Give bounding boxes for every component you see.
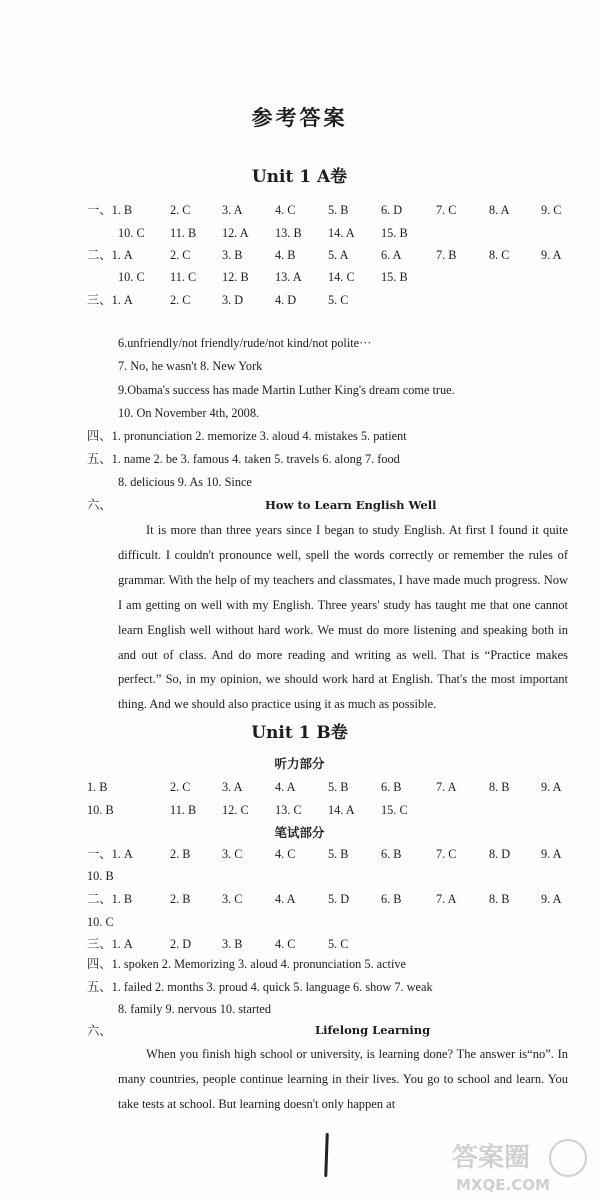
essay-paragraph: When you finish high school or university, is learning done? The answer is“no”. In many countries, people continue learning in their lives. You go to school and learn. You take tests at school. But learning doesn't only happen at (118, 1047, 568, 1111)
answer-cell: 7. A (436, 892, 457, 906)
answer-cell: 10. B (87, 869, 114, 883)
answer-cell: 2. D (170, 937, 192, 951)
answer-cell: 5. A (328, 248, 349, 262)
part-five-answers: 五、1. failed 2. months 3. proud 4. quick 5. language 6. show 7. weak (87, 980, 433, 994)
answer-cell: 6. B (381, 892, 402, 906)
answer-cell: 15. B (381, 226, 408, 240)
answer-cell: 14. A (328, 803, 355, 817)
essay-paragraph: It is more than three years since I began to study English. At first I found it quite difficult. I couldn't pronounce well, spell the words correctly or remember the rules of grammar. With the help of my teachers and classmates, I have made much progress. Now I am getting on well with my English. Three years' study has taught me that one cannot learn English well without hard work. We must do more listening and speaking both in and out of class. And do more reading and writing as well. That is “Practice makes perfect.” So, in my opinion, we should work hard at English. That's the most important thing. And we should also practice using it as much as possible. (118, 523, 568, 712)
answer-cell: 1. B (87, 780, 108, 794)
answer-cell: 2. C (170, 248, 191, 262)
answer-line: 7. No, he wasn't 8. New York (118, 359, 263, 373)
answer-line: 10. On November 4th, 2008. (118, 406, 260, 420)
answer-cell: 2. B (170, 892, 191, 906)
essay-body (118, 518, 568, 717)
answer-cell: 11. C (170, 270, 197, 284)
answer-cell: 3. A (222, 780, 243, 794)
scan-mark (324, 1133, 329, 1177)
part-six-label: 六、 (87, 498, 112, 512)
answer-cell: 9. C (541, 203, 562, 217)
answer-cell: 7. C (436, 203, 457, 217)
answer-cell: 5. D (328, 892, 350, 906)
answer-cell: 7. C (436, 847, 457, 861)
answer-cell: 3. C (222, 892, 243, 906)
answer-cell: 4. C (275, 937, 296, 951)
answer-cell: 2. C (170, 203, 191, 217)
answer-cell: 11. B (170, 803, 197, 817)
answer-cell: 8. B (489, 780, 510, 794)
essay-title: Lifelong Learning (315, 1023, 431, 1037)
answer-cell: 3. C (222, 847, 243, 861)
answer-cell: 4. A (275, 892, 296, 906)
answer-cell: 9. A (541, 780, 562, 794)
listening-section-label: 听力部分 (274, 756, 325, 771)
essay-body (118, 1042, 568, 1117)
answer-cell: 9. A (541, 248, 562, 262)
answer-cell: 4. A (275, 780, 296, 794)
answer-cell: 二、1. A (87, 248, 133, 262)
watermark-sub: MXQE.COM (456, 1176, 550, 1194)
answer-cell: 7. A (436, 780, 457, 794)
answer-cell: 6. B (381, 780, 402, 794)
answer-cell: 13. C (275, 803, 302, 817)
answer-cell: 8. A (489, 203, 510, 217)
answer-cell: 11. B (170, 226, 197, 240)
answer-cell: 12. C (222, 803, 249, 817)
answer-cell: 4. C (275, 203, 296, 217)
answer-cell: 一、1. A (87, 847, 133, 861)
answer-cell: 5. C (328, 293, 349, 307)
part-six-label: 六、 (87, 1024, 112, 1038)
answer-cell: 5. B (328, 847, 349, 861)
answer-cell: 8. D (489, 847, 511, 861)
watermark-text: 答案圈 (452, 1143, 531, 1173)
answer-cell: 8. B (489, 892, 510, 906)
part-five-answers: 五、1. name 2. be 3. famous 4. taken 5. travels 6. along 7. food (87, 452, 400, 466)
answer-cell: 2. B (170, 847, 191, 861)
part-four-answers: 四、1. spoken 2. Memorizing 3. aloud 4. pronunciation 5. active (87, 957, 406, 971)
answer-cell: 6. A (381, 248, 402, 262)
answer-cell: 15. C (381, 803, 408, 817)
answer-cell: 5. B (328, 780, 349, 794)
answer-cell: 4. D (275, 293, 297, 307)
answer-cell: 10. C (118, 226, 145, 240)
answer-cell: 三、1. A (87, 293, 133, 307)
answer-cell: 5. C (328, 937, 349, 951)
essay-title: How to Learn English Well (265, 498, 437, 512)
answer-cell: 6. D (381, 203, 403, 217)
answer-line: 9.Obama's success has made Martin Luther King's dream come true. (118, 383, 455, 397)
answer-cell: 10. C (87, 915, 114, 929)
answer-cell: 3. D (222, 293, 244, 307)
answer-cell: 2. C (170, 780, 191, 794)
answer-cell: 9. A (541, 892, 562, 906)
answer-cell: 6. B (381, 847, 402, 861)
answer-cell: 10. B (87, 803, 114, 817)
part-four-answers: 四、1. pronunciation 2. memorize 3. aloud 4. mistakes 5. patient (87, 429, 407, 443)
answer-cell: 13. B (275, 226, 302, 240)
answer-cell: 3. B (222, 937, 243, 951)
watermark-logo (448, 1132, 593, 1196)
answer-cell: 一、1. B (87, 203, 133, 217)
answer-cell: 14. A (328, 226, 355, 240)
answer-cell: 5. B (328, 203, 349, 217)
answer-cell: 12. A (222, 226, 249, 240)
unit-1-a-title: Unit 1 A卷 (251, 167, 348, 187)
answer-line: 6.unfriendly/not friendly/rude/not kind/not polite··· (118, 336, 372, 350)
answer-cell: 2. C (170, 293, 191, 307)
unit-1-b-title: Unit 1 B卷 (251, 723, 348, 743)
answer-cell: 12. B (222, 270, 249, 284)
part-five-answers-cont: 8. delicious 9. As 10. Since (118, 475, 252, 489)
answer-cell: 三、1. A (87, 937, 133, 951)
answer-cell: 3. A (222, 203, 243, 217)
answer-cell: 8. C (489, 248, 510, 262)
written-section-label: 笔试部分 (274, 825, 325, 840)
answer-cell: 7. B (436, 248, 457, 262)
answer-cell: 15. B (381, 270, 408, 284)
answer-cell: 9. A (541, 847, 562, 861)
answer-cell: 13. A (275, 270, 302, 284)
answer-cell: 3. B (222, 248, 243, 262)
answer-cell: 4. C (275, 847, 296, 861)
answer-cell: 14. C (328, 270, 355, 284)
answer-cell: 4. B (275, 248, 296, 262)
answer-cell: 10. C (118, 270, 145, 284)
answer-cell: 二、1. B (87, 892, 133, 906)
page-title: 参考答案 (251, 106, 348, 130)
part-five-answers-cont: 8. family 9. nervous 10. started (118, 1002, 271, 1016)
